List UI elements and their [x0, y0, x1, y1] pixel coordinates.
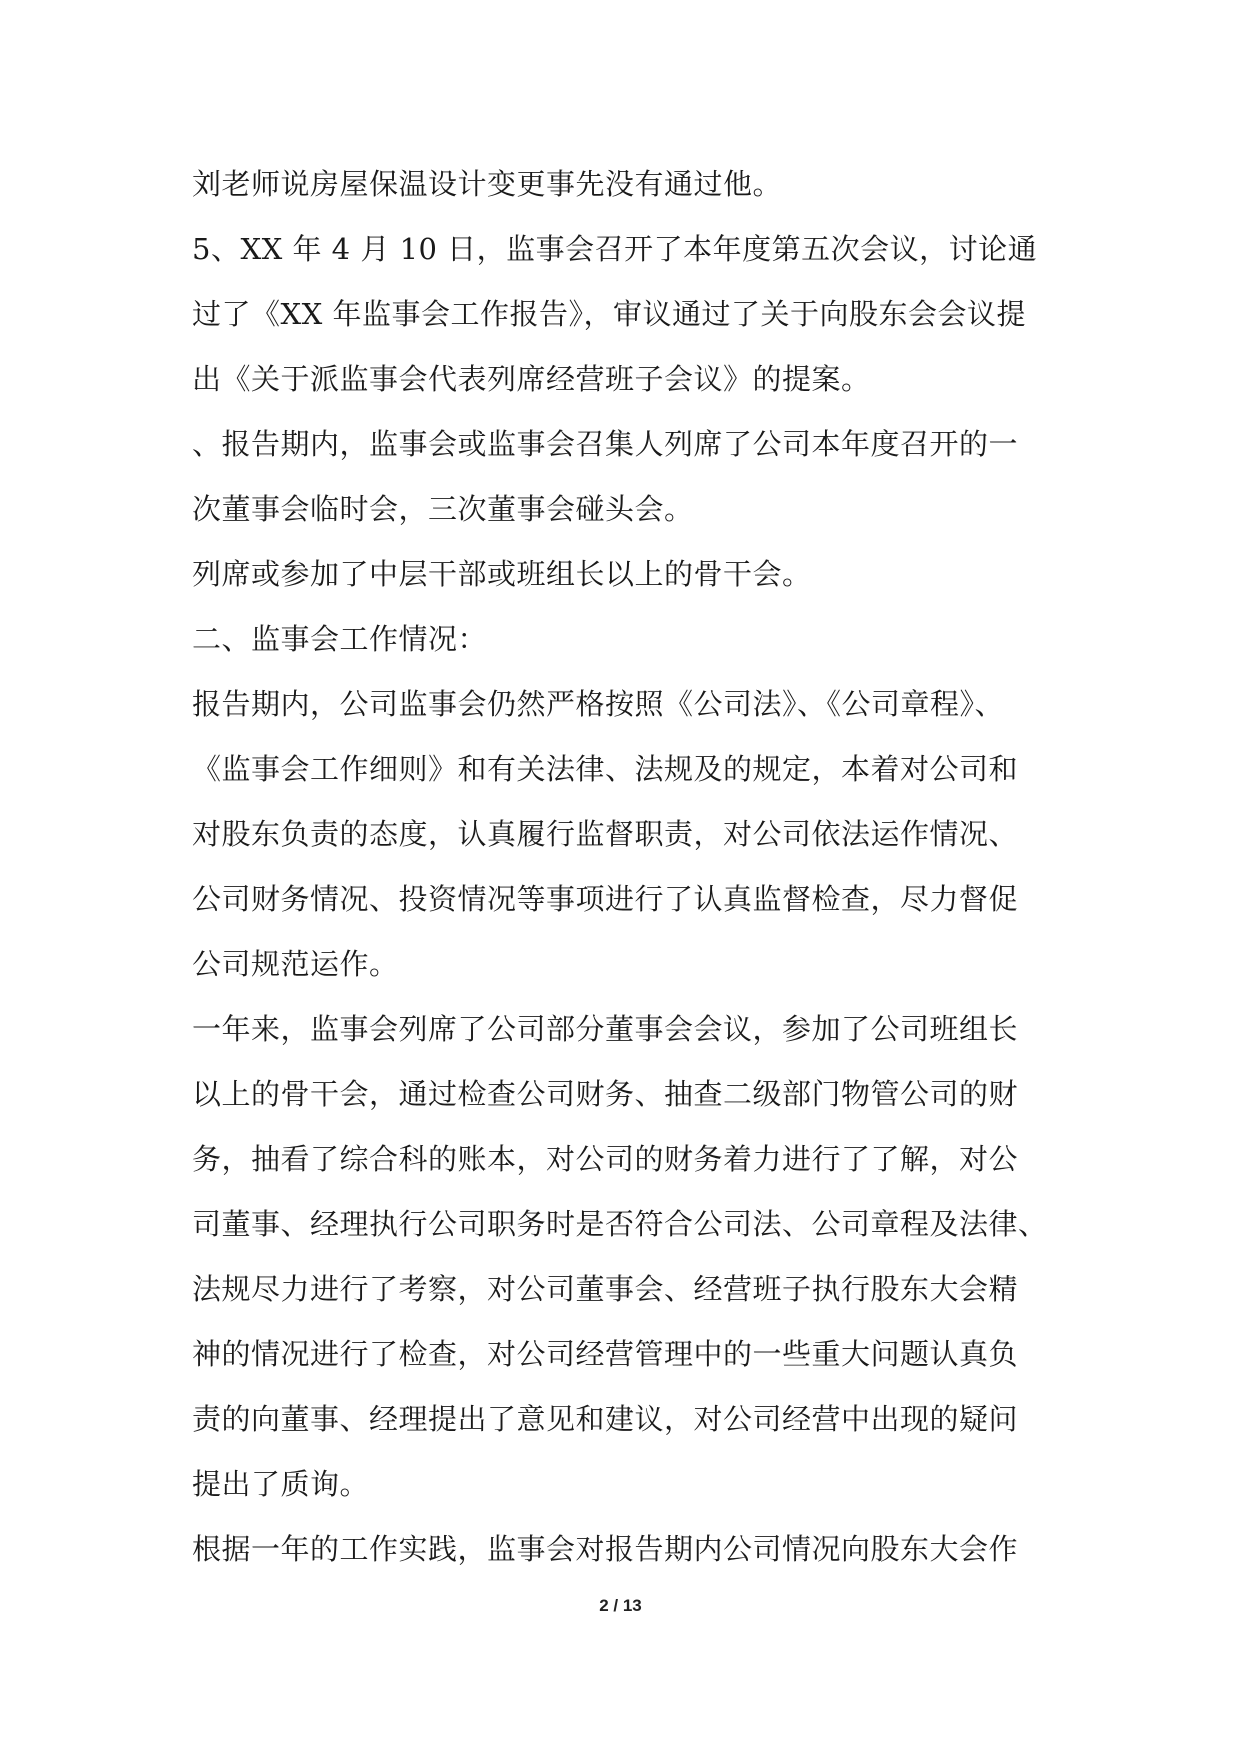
text-line: 5、XX 年 4 月 10 日，监事会召开了本年度第五次会议，讨论通 [192, 232, 1038, 266]
section-heading: 二、监事会工作情况： [192, 622, 488, 656]
text-line: 务，抽看了综合科的账本，对公司的财务着力进行了了解，对公 [192, 1142, 1019, 1176]
text-line: 《监事会工作细则》和有关法律、法规及的规定，本着对公司和 [192, 752, 1019, 786]
text-line: 公司规范运作。 [192, 947, 399, 981]
document-body [192, 152, 1072, 1582]
text-line: 出《关于派监事会代表列席经营班子会议》的提案。 [192, 362, 871, 396]
text-line: 刘老师说房屋保温设计变更事先没有通过他。 [192, 167, 783, 201]
text-line: 次董事会临时会，三次董事会碰头会。 [192, 492, 694, 526]
text-line: 责的向董事、经理提出了意见和建议，对公司经营中出现的疑问 [192, 1402, 1019, 1436]
text-line: 神的情况进行了检查，对公司经营管理中的一些重大问题认真负 [192, 1337, 1019, 1371]
text-line: 公司财务情况、投资情况等事项进行了认真监督检查，尽力督促 [192, 882, 1019, 916]
text-line: 、报告期内，监事会或监事会召集人列席了公司本年度召开的一 [192, 427, 1019, 461]
text-line: 对股东负责的态度，认真履行监督职责，对公司依法运作情况、 [192, 817, 1019, 851]
text-line: 过了《XX 年监事会工作报告》，审议通过了关于向股东会会议提 [192, 297, 1027, 331]
text-line: 报告期内，公司监事会仍然严格按照《公司法》、《公司章程》、 [192, 687, 1005, 721]
text-line: 列席或参加了中层干部或班组长以上的骨干会。 [192, 557, 812, 591]
text-line: 一年来，监事会列席了公司部分董事会会议，参加了公司班组长 [192, 1012, 1019, 1046]
text-line: 法规尽力进行了考察，对公司董事会、经营班子执行股东大会精 [192, 1272, 1019, 1306]
text-line: 以上的骨干会，通过检查公司财务、抽查二级部门物管公司的财 [192, 1077, 1019, 1111]
text-line: 司董事、经理执行公司职务时是否符合公司法、公司章程及法律、 [192, 1207, 1048, 1241]
text-line: 提出了质询。 [192, 1467, 370, 1501]
page-number: 2 / 13 [599, 1596, 642, 1615]
text-line: 根据一年的工作实践，监事会对报告期内公司情况向股东大会作 [192, 1532, 1019, 1566]
